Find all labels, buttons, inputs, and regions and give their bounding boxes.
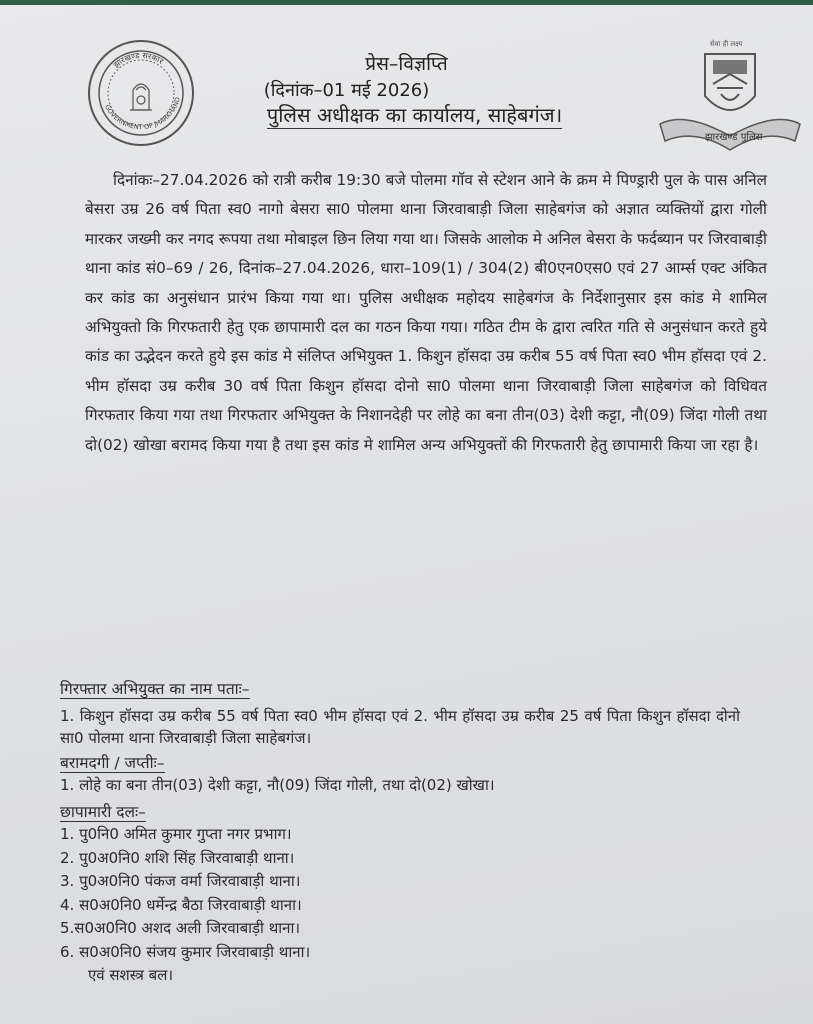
press-release-date: (दिनांक–01 मई 2026) [263,80,430,101]
press-release-body [85,166,767,460]
raid-team-footer: एवं सशस्त्र बल। [88,966,174,984]
arrested-heading-text: गिरफ्तार अभियुक्त का नाम पताः– [60,680,250,698]
top-edge-strip [0,0,813,5]
raid-team-heading-text: छापामारी दलः– [60,803,146,821]
arrested-section-heading [60,677,780,699]
raid-team-list [60,823,780,964]
office-name [8,101,813,128]
raid-team-member: 1. पु0नि0 अमित कुमार गुप्ता नगर प्रभाग। [60,825,292,843]
emblem-left-bottom-text: GOVERNMENT OF JHARKHAND [102,96,183,132]
police-motto-text: सेवा ही लक्ष्य [710,40,743,48]
police-ribbon-text: झारखण्ड पुलिस [705,132,763,143]
raid-team-section-heading [60,800,780,822]
arrested-details: 1. किशुन हॉसदा उम्र करीब 55 वर्ष पिता स्व0 भीम हॉसदा एवं 2. भीम हॉसदा उम्र करीब 25 वर्ष पिता किशुन हॉसदा दोनो सा0 पोलमा थाना जिरवाबाड़ी जिला साहेबगंज। [60,707,740,747]
office-name-text: पुलिस अधीक्षक का कार्यालय, साहेबगंज। [266,103,563,127]
recovery-details: 1. लोहे का बना तीन(03) देशी कट्टा, नौ(09) जिंदा गोली, तथा दो(02) खोखा। [60,776,495,794]
body-paragraph: दिनांकः–27.04.2026 को रात्री करीब 19:30 बजे पोलमा गॉव से स्टेशन आने के क्रम मे पिण्ड्रारी पुल के पास अनिल बेसरा उम्र 26 वर्ष पिता स्व0 नागो बेसरा सा0 पोलमा थाना जिरवाबाड़ी जिला साहेबगंज को अज्ञात व्यक्तियों द्वारा गोली मारकर जख्मी कर नगद रूपया तथा मोबाइल छिन लिया गया था। जिसके आलोक मे अनिल बेसरा के फर्दब्यान पर जिरवाबाड़ी थाना कांड सं0–69 / 26, दिनांक–27.04.2026, धारा–109(1) / 304(2) बी0एन0एस0 एवं 27 आर्म्स एक्ट अंकित कर कांड का अनुसंधान प्रारंभ किया गया था। पुलिस अधीक्षक महोदय साहेबगंज के निर्देशानुसार इस कांड मे शामिल अभियुक्तो कि गिरफतारी हेतु एक छापामारी दल का गठन किया गया। गठित टीम के द्वारा त्वरित गति से अनुसंधान करते हुये कांड का उद्भेदन करते हुये इस कांड मे संलिप्त अभियुक्त 1. किशुन हॉसदा उम्र करीब 55 वर्ष पिता स्व0 भीम हॉसदा एवं 2. भीम हॉसदा उम्र करीब 30 वर्ष पिता किशुन हॉसदा दोनो सा0 पोलमा थाना जिरवाबाड़ी जिला साहेबगंज को विधिवत गिरफतार किया गया तथा गिरफतार अभियुक्त के निशानदेही पर लोहे का बना तीन(03) देशी कट्टा, नौ(09) जिंदा गोली तथा दो(02) खोखा बरामद किया गया है तथा इस कांड मे शामिल अन्य अभियुक्तों की गिरफतारी हेतु छापामारी किया जा रहा है। [85,171,767,454]
raid-team-member: 4. स0अ0नि0 धर्मेन्द्र बैठा जिरवाबाड़ी थाना। [60,895,302,914]
raid-team-member: 3. पु0अ0नि0 पंकज वर्मा जिरवाबाड़ी थाना। [60,872,301,890]
recovery-heading-text: बरामदगी / जप्तीः– [60,754,165,772]
emblem-left-top-text: झारखण्ड सरकार [111,50,165,70]
press-release-title: प्रेस–विज्ञप्ति [365,53,448,75]
raid-team-member: 5.स0अ0नि0 अशद अली जिरवाबाड़ी थाना। [60,919,301,937]
raid-team-member: 6. स0अ0नि0 संजय कुमार जिरवाबाड़ी थाना। [60,942,311,961]
recovery-section-heading [60,751,780,773]
raid-team-member: 2. पु0अ0नि0 शशि सिंह जिरवाबाड़ी थाना। [60,848,295,867]
